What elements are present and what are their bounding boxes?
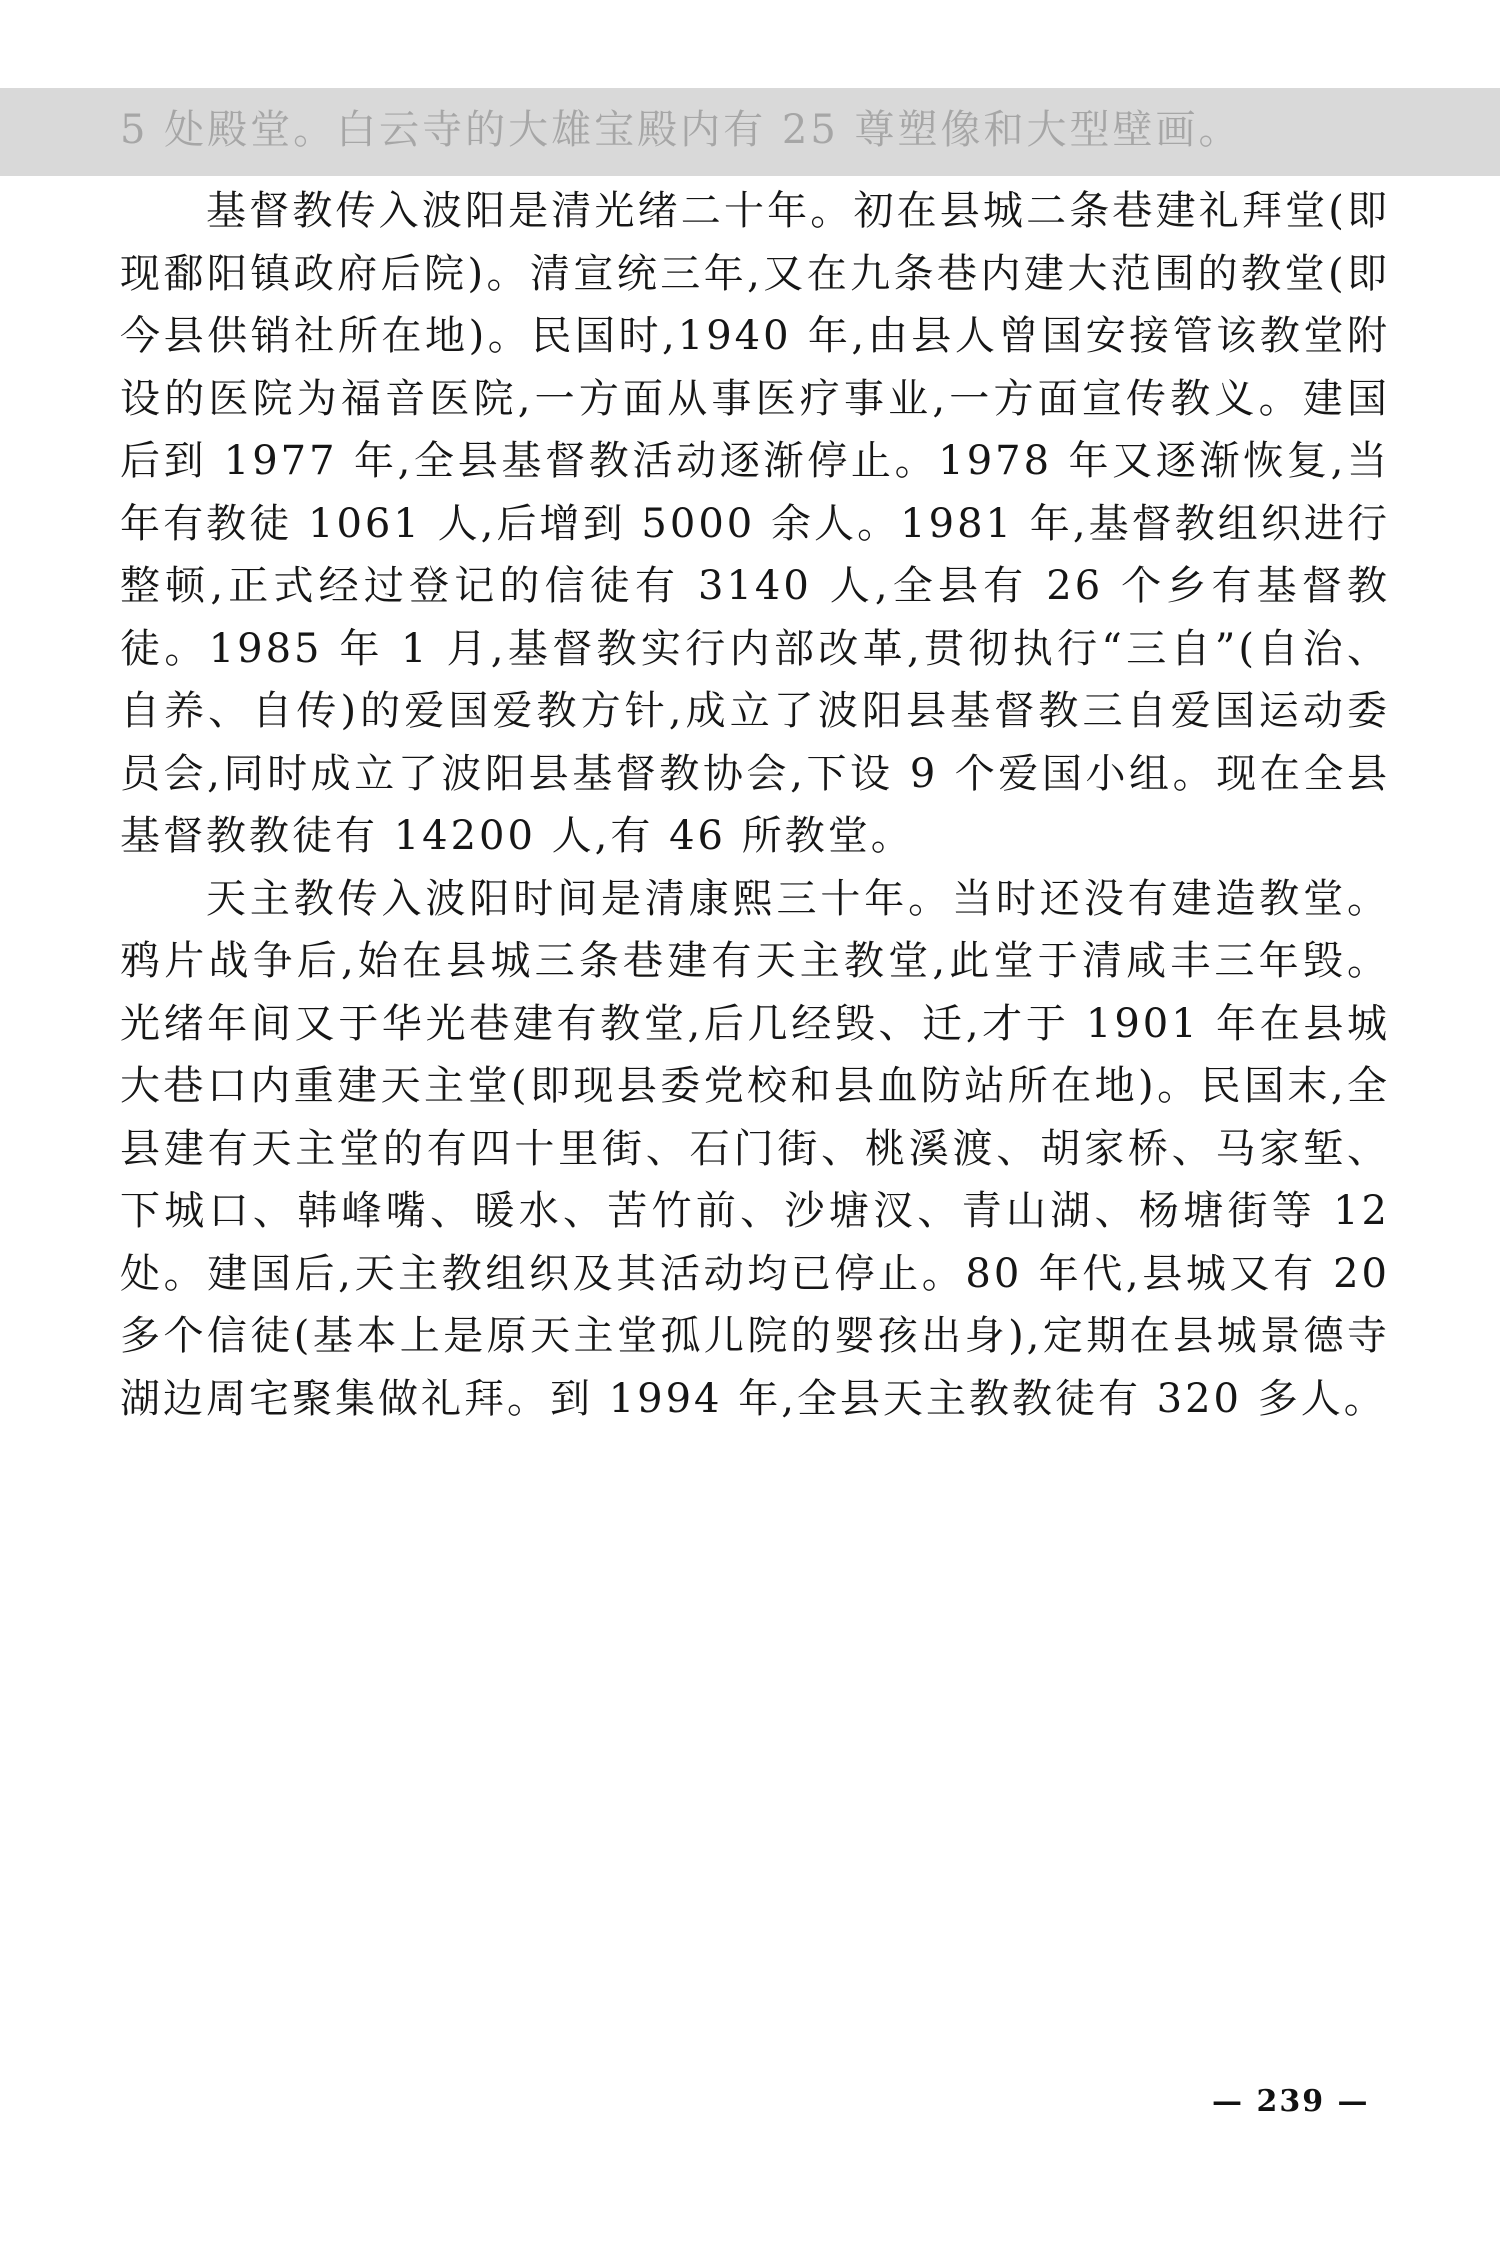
page-number: — 239 — <box>1212 2084 1370 2119</box>
paragraph-catholicism: 天主教传入波阳时间是清康熙三十年。当时还没有建造教堂。鸦片战争后,始在县城三条巷建有天主教堂,此堂于清咸丰三年毁。光绪年间又于华光巷建有教堂,后几经毁、迁,才于 1901 年在县城大巷口内重建天主堂(即现县委党校和县血防站所在地)。民国末,全县建有天主堂的有四十里街、石门街、桃溪渡、胡家桥、马家堑、下城口、韩峰嘴、暖水、苦竹前、沙塘汊、青山湖、杨塘街等 12 处。建国后,天主教组织及其活动均已停止。80 年代,县城又有 20 多个信徒(基本上是原天主堂孤儿院的婴孩出身),定期在县城景德寺湖边周宅聚集做礼拜。到 1994 年,全县天主教教徒有 320 多人。 <box>120 875 1390 1422</box>
header-banner-text: 5 处殿堂。白云寺的大雄宝殿内有 25 尊塑像和大型壁画。 <box>120 107 1242 153</box>
header-banner <box>0 88 1500 176</box>
page-body <box>120 180 1390 1430</box>
paragraph-protestantism: 基督教传入波阳是清光绪二十年。初在县城二条巷建礼拜堂(即现鄱阳镇政府后院)。清宣统三年,又在九条巷内建大范围的教堂(即今县供销社所在地)。民国时,1940 年,由县人曾国安接管该教堂附设的医院为福音医院,一方面从事医疗事业,一方面宣传教义。建国后到 1977 年,全县基督教活动逐渐停止。1978 年又逐渐恢复,当年有教徒 1061 人,后增到 5000 余人。1981 年,基督教组织进行整顿,正式经过登记的信徒有 3140 人,全县有 26 个乡有基督教徒。1985 年 1 月,基督教实行内部改革,贯彻执行“三自”(自治、自养、自传)的爱国爱教方针,成立了波阳县基督教三自爱国运动委员会,同时成立了波阳县基督教协会,下设 9 个爱国小组。现在全县基督教教徒有 14200 人,有 46 所教堂。 <box>120 188 1390 859</box>
